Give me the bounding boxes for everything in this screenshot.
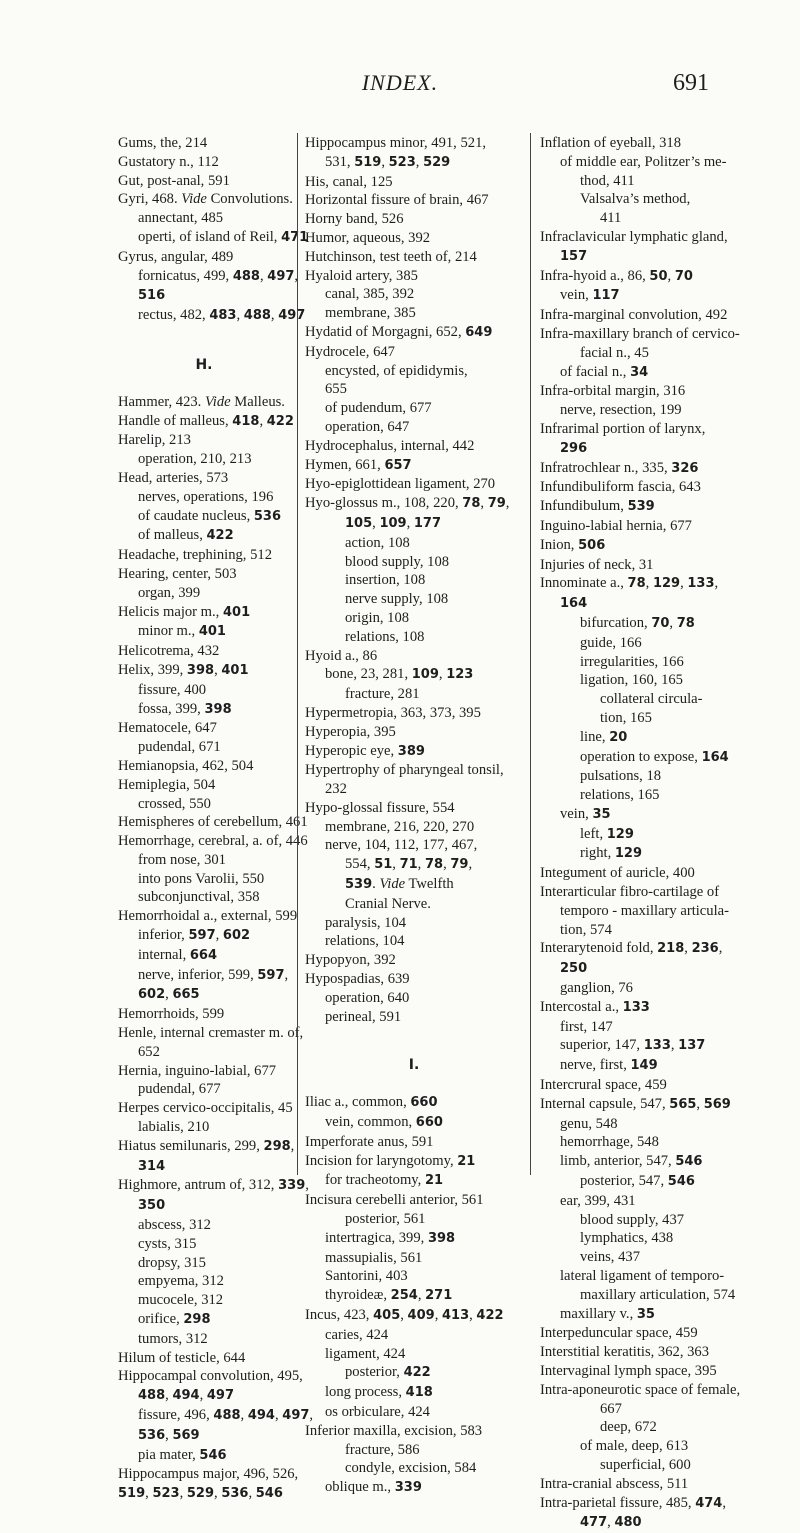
index-entry: Hematocele, 647 <box>118 720 217 737</box>
index-subentry: blood supply, 437 <box>580 1211 685 1228</box>
index-subentry: pudendal, 671 <box>138 739 221 756</box>
index-entry: Gums, the, 214 <box>118 135 208 151</box>
index-subentry: annectant, 485 <box>138 210 224 227</box>
index-subentry: thyroideæ, 254, 271 <box>325 1287 453 1304</box>
index-entry: 519, 523, 529, 536, 546 <box>118 1485 283 1502</box>
index-subentry: relations, 108 <box>345 628 425 645</box>
index-subentry: subconjunctival, 358 <box>138 889 260 906</box>
index-subentry: of pudendum, 677 <box>325 400 432 417</box>
index-entry: Imperforate anus, 591 <box>305 1133 434 1150</box>
index-entry: Hydrocele, 647 <box>305 343 395 360</box>
index-entry: Hutchinson, test teeth of, 214 <box>305 248 477 265</box>
index-subentry: paralysis, 104 <box>325 914 407 931</box>
index-subentry: ear, 399, 431 <box>560 1192 636 1209</box>
index-subentry: pudendal, 677 <box>138 1081 221 1098</box>
index-entry: Inion, 506 <box>540 536 606 553</box>
index-entry: Hemispheres of cerebellum, 461 <box>118 814 308 831</box>
index-entry: Intercrural space, 459 <box>540 1077 667 1094</box>
index-entry: Infundibulum, 539 <box>540 498 655 515</box>
index-entry: Hiatus semilunaris, 299, 298, <box>118 1137 295 1154</box>
index-subentry: fissure, 496, 488, 494, 497, <box>138 1407 314 1423</box>
index-subentry: operation, 210, 213 <box>138 451 252 468</box>
index-subentry: 105, 109, 177 <box>345 514 442 531</box>
index-subentry: collateral circula- <box>600 691 703 708</box>
index-entry: Inflation of eyeball, 318 <box>540 135 682 151</box>
index-subentry: maxillary articulation, 574 <box>580 1286 736 1303</box>
index-subentry: nerve, resection, 199 <box>560 402 682 419</box>
index-subentry: 539. Vide Twelfth <box>345 876 454 893</box>
index-subentry: ligament, 424 <box>325 1345 406 1362</box>
index-entry: Hyo-epiglottidean ligament, 270 <box>305 476 496 493</box>
section-letter-heading: I. <box>408 1057 420 1074</box>
index-subentry: operation to expose, 164 <box>580 748 729 765</box>
index-entry: Hemorrhage, cerebral, a. of, 446 <box>118 833 308 850</box>
index-subentry: superior, 147, 133, 137 <box>560 1037 706 1054</box>
index-subentry: oblique m., 339 <box>325 1479 422 1496</box>
index-subentry: 667 <box>600 1400 622 1417</box>
index-subentry: posterior, 561 <box>345 1211 426 1228</box>
index-entry: Highmore, antrum of, 312, 339, <box>118 1177 309 1194</box>
index-entry: Hypo-glossal fissure, 554 <box>305 799 455 816</box>
index-subentry: Cranial Nerve. <box>345 895 431 912</box>
index-subentry: orifice, 298 <box>138 1311 211 1328</box>
index-subentry: cysts, 315 <box>138 1235 197 1252</box>
index-subentry: inferior, 597, 602 <box>138 927 251 944</box>
index-subentry: fracture, 586 <box>345 1441 420 1458</box>
index-entry: Inguino-labial hernia, 677 <box>540 517 692 534</box>
index-subentry: 516 <box>138 288 166 304</box>
index-subentry: limb, anterior, 547, 546 <box>560 1153 703 1170</box>
index-entry: Hyperopic eye, 389 <box>305 742 425 759</box>
index-entry: Intra-cranial abscess, 511 <box>540 1475 689 1492</box>
index-subentry: action, 108 <box>345 534 410 551</box>
index-subentry: of malleus, 422 <box>138 527 234 544</box>
index-subentry: genu, 548 <box>560 1115 618 1132</box>
index-subentry: relations, 104 <box>325 933 405 950</box>
index-subentry: veins, 437 <box>580 1249 640 1266</box>
index-subentry: nerve, inferior, 599, 597, <box>138 966 289 983</box>
index-entry: Interarytenoid fold, 218, 236, <box>540 940 723 957</box>
index-subentry: 250 <box>560 961 588 977</box>
index-entry: Infratrochlear n., 335, 326 <box>540 459 699 476</box>
index-entry: Hydrocephalus, internal, 442 <box>305 437 475 454</box>
index-entry: Hypopyon, 392 <box>305 952 396 969</box>
page-number: 691 <box>673 70 709 96</box>
index-subentry: tion, 574 <box>560 921 612 938</box>
column-divider <box>297 133 298 1175</box>
index-subentry: of male, deep, 613 <box>580 1438 689 1455</box>
index-subentry: os orbiculare, 424 <box>325 1404 430 1420</box>
index-entry: Incisura cerebelli anterior, 561 <box>305 1192 484 1209</box>
index-entry: Horny band, 526 <box>305 211 404 228</box>
index-subentry: tion, 165 <box>600 709 652 726</box>
index-entry: Hyaloid artery, 385 <box>305 267 418 284</box>
index-subentry: operti, of island of Reil, 471 <box>138 228 309 245</box>
index-subentry: internal, 664 <box>138 946 218 963</box>
index-subentry: 655 <box>325 381 347 398</box>
index-entry: Hippocampus major, 496, 526, <box>118 1466 299 1483</box>
index-subentry: fracture, 281 <box>345 686 420 703</box>
index-subentry: 296 <box>560 440 588 456</box>
index-subentry: posterior, 422 <box>345 1364 431 1381</box>
index-entry: Hernia, inguino-labial, 677 <box>118 1062 277 1079</box>
index-entry: Humor, aqueous, 392 <box>305 229 431 246</box>
index-subentry: 602, 665 <box>138 986 200 1003</box>
index-entry: Gustatory n., 112 <box>118 153 219 170</box>
index-subentry: 232 <box>325 781 347 798</box>
running-title: INDEX. <box>361 70 439 95</box>
index-subentry: from nose, 301 <box>138 851 226 868</box>
index-subentry: of middle ear, Politzer’s me- <box>560 153 727 170</box>
index-subentry: pia mater, 546 <box>138 1446 227 1463</box>
index-entry: Interpeduncular space, 459 <box>540 1325 698 1342</box>
index-subentry: vein, 35 <box>560 805 611 822</box>
index-subentry: ganglion, 76 <box>560 980 633 997</box>
index-subentry: guide, 166 <box>580 634 642 651</box>
index-entry: Hippocampus minor, 491, 521, <box>305 135 487 151</box>
index-entry: His, canal, 125 <box>305 173 393 190</box>
index-subentry: dropsy, 315 <box>138 1254 206 1271</box>
index-subentry: minor m., 401 <box>138 623 226 640</box>
index-entry: Infrarimal portion of larynx, <box>540 420 706 437</box>
index-entry: Intervaginal lymph space, 395 <box>540 1363 717 1379</box>
index-subentry: into pons Varolii, 550 <box>138 870 265 887</box>
index-entry: Infundibuliform fascia, 643 <box>540 479 701 496</box>
index-subentry: relations, 165 <box>580 787 660 804</box>
section-gap <box>305 1026 523 1040</box>
index-subentry: fissure, 400 <box>138 681 207 698</box>
index-entry: Hyoid a., 86 <box>305 647 378 664</box>
index-subentry: posterior, 547, 546 <box>580 1173 695 1190</box>
index-subentry: pulsations, 18 <box>580 768 662 785</box>
index-entry: Hammer, 423. Vide Malleus. <box>118 393 285 410</box>
index-subentry: 157 <box>560 248 588 264</box>
index-subentry: blood supply, 108 <box>345 553 450 570</box>
index-entry: Hemorrhoids, 599 <box>118 1006 225 1023</box>
index-column-2 <box>305 134 523 1498</box>
index-entry: Infra-maxillary branch of cervico- <box>540 325 740 342</box>
index-subentry: bone, 23, 281, 109, 123 <box>325 666 474 683</box>
page-header <box>0 70 800 120</box>
index-subentry: massupialis, 561 <box>325 1249 423 1266</box>
index-subentry: membrane, 216, 220, 270 <box>325 818 475 835</box>
index-entry: Gyrus, angular, 489 <box>118 248 234 265</box>
index-entry: Hydatid of Morgagni, 652, 649 <box>305 323 493 340</box>
index-entry: Incus, 423, 405, 409, 413, 422 <box>305 1307 504 1324</box>
index-subentry: 411 <box>600 210 622 227</box>
index-entry: Helix, 399, 398, 401 <box>118 661 249 678</box>
index-entry: Interarticular fibro-cartilage of <box>540 884 720 901</box>
index-subentry: 164 <box>560 596 588 612</box>
index-entry: Hemianopsia, 462, 504 <box>118 757 254 774</box>
index-subentry: fossa, 399, 398 <box>138 700 232 717</box>
index-entry: Gyri, 468. Vide Convolutions. <box>118 191 293 208</box>
index-entry: Harelip, 213 <box>118 432 191 449</box>
index-subentry: operation, 640 <box>325 989 410 1006</box>
index-entry: Intra-parietal fissure, 485, 474, <box>540 1494 726 1511</box>
index-subentry: mucocele, 312 <box>138 1292 224 1309</box>
index-subentry: 652 <box>138 1043 160 1060</box>
index-subentry: lymphatics, 438 <box>580 1230 674 1247</box>
index-entry: Henle, internal cremaster m. of, <box>118 1025 304 1042</box>
index-subentry: tumors, 312 <box>138 1330 208 1347</box>
index-subentry: maxillary v., 35 <box>560 1305 655 1322</box>
index-entry: Gut, post-anal, 591 <box>118 172 230 189</box>
index-entry: Hypermetropia, 363, 373, 395 <box>305 704 481 721</box>
index-entry: Hyo-glossus m., 108, 220, 78, 79, <box>305 495 510 512</box>
index-entry: Interstitial keratitis, 362, 363 <box>540 1344 710 1361</box>
index-subentry: Valsalva’s method, <box>580 191 691 208</box>
index-subentry: canal, 385, 392 <box>325 286 415 303</box>
index-entry: Herpes cervico-occipitalis, 45 <box>118 1100 293 1117</box>
index-subentry: nerves, operations, 196 <box>138 488 274 505</box>
index-subentry: rectus, 482, 483, 488, 497 <box>138 307 306 324</box>
index-subentry: organ, 399 <box>138 584 201 601</box>
index-subentry: nerve, 104, 112, 177, 467, <box>325 837 478 854</box>
index-subentry: 314 <box>138 1158 166 1174</box>
index-subentry: 488, 494, 497 <box>138 1387 235 1404</box>
index-subentry: hemorrhage, 548 <box>560 1134 659 1151</box>
index-subentry: facial n., 45 <box>580 344 649 361</box>
index-entry: Intra-aponeurotic space of female, <box>540 1381 741 1398</box>
index-subentry: 477, 480 <box>580 1514 642 1531</box>
index-subentry: operation, 647 <box>325 418 410 435</box>
index-subentry: lateral ligament of temporo- <box>560 1268 725 1285</box>
index-subentry: perineal, 591 <box>325 1008 402 1025</box>
index-entry: Hyperopia, 395 <box>305 723 396 740</box>
index-subentry: 531, 519, 523, 529 <box>325 153 451 170</box>
index-entry: Hearing, center, 503 <box>118 565 237 582</box>
index-subentry: of facial n., 34 <box>560 363 649 380</box>
index-entry: Infra-orbital margin, 316 <box>540 383 686 400</box>
index-subentry: vein, 117 <box>560 287 620 304</box>
index-subentry: intertragica, 399, 398 <box>325 1229 456 1246</box>
index-subentry: abscess, 312 <box>138 1217 211 1234</box>
index-subentry: labialis, 210 <box>138 1119 210 1136</box>
index-subentry: of caudate nucleus, 536 <box>138 507 282 524</box>
index-entry: Hilum of testicle, 644 <box>118 1349 246 1366</box>
index-subentry: long process, 418 <box>325 1384 433 1401</box>
index-entry: Internal capsule, 547, 565, 569 <box>540 1095 731 1112</box>
index-subentry: origin, 108 <box>345 609 410 626</box>
index-entry: Head, arteries, 573 <box>118 469 229 486</box>
index-subentry: membrane, 385 <box>325 305 416 322</box>
index-entry: Injuries of neck, 31 <box>540 556 654 573</box>
index-subentry: nerve supply, 108 <box>345 591 449 608</box>
index-entry: Hemiplegia, 504 <box>118 776 216 793</box>
index-subentry: bifurcation, 70, 78 <box>580 614 695 631</box>
index-entry: Inferior maxilla, excision, 583 <box>305 1422 483 1439</box>
index-subentry: caries, 424 <box>325 1326 389 1343</box>
index-subentry: superficial, 600 <box>600 1456 691 1473</box>
index-subentry: 554, 51, 71, 78, 79, <box>345 856 473 873</box>
index-subentry: empyema, 312 <box>138 1273 224 1290</box>
index-entry: Hypertrophy of pharyngeal tonsil, <box>305 762 504 779</box>
index-entry: Infra-marginal convolution, 492 <box>540 307 728 324</box>
index-subentry: deep, 672 <box>600 1419 657 1436</box>
index-entry: Infraclavicular lymphatic gland, <box>540 228 728 245</box>
index-subentry: Santorini, 403 <box>325 1268 408 1285</box>
index-subentry: 536, 569 <box>138 1426 200 1443</box>
index-entry: Hymen, 661, 657 <box>305 456 412 473</box>
index-subentry: first, 147 <box>560 1018 613 1035</box>
index-entry: Intercostal a., 133 <box>540 998 650 1015</box>
index-subentry: temporo - maxillary articula- <box>560 902 729 919</box>
index-entry: Helicis major m., 401 <box>118 603 251 620</box>
index-subentry: insertion, 108 <box>345 572 426 589</box>
index-column-3 <box>540 134 741 1533</box>
index-subentry: left, 129 <box>580 825 634 842</box>
index-entry: Hippocampal convolution, 495, <box>118 1368 303 1385</box>
index-subentry: irregularities, 166 <box>580 653 684 670</box>
index-subentry: line, 20 <box>580 728 628 745</box>
index-entry: Helicotrema, 432 <box>118 643 220 660</box>
column-divider <box>530 133 531 1175</box>
index-subentry: 350 <box>138 1198 166 1214</box>
index-subentry: crossed, 550 <box>138 795 211 812</box>
index-subentry: condyle, excision, 584 <box>345 1460 477 1477</box>
index-entry: Headache, trephining, 512 <box>118 547 272 564</box>
index-entry: Horizontal fissure of brain, 467 <box>305 192 489 209</box>
index-subentry: thod, 411 <box>580 172 635 189</box>
index-entry: Integument of auricle, 400 <box>540 865 695 882</box>
index-entry: Hemorrhoidal a., external, 599 <box>118 908 298 925</box>
index-subentry: for tracheotomy, 21 <box>325 1172 444 1189</box>
index-entry: Incision for laryngotomy, 21 <box>305 1152 476 1169</box>
index-subentry: right, 129 <box>580 845 643 862</box>
index-entry: Innominate a., 78, 129, 133, <box>540 575 719 592</box>
index-subentry: fornicatus, 499, 488, 497, <box>138 267 299 284</box>
index-entry: Hypospadias, 639 <box>305 971 410 988</box>
index-subentry: vein, common, 660 <box>325 1114 443 1131</box>
index-entry: Handle of malleus, 418, 422 <box>118 412 294 429</box>
index-entry: Iliac a., common, 660 <box>305 1094 438 1111</box>
index-subentry: encysted, of epididymis, <box>325 362 468 379</box>
index-subentry: ligation, 160, 165 <box>580 672 683 689</box>
index-subentry: nerve, first, 149 <box>560 1057 658 1074</box>
section-letter-heading: H. <box>195 356 213 373</box>
index-entry: Infra-hyoid a., 86, 50, 70 <box>540 267 693 284</box>
section-gap <box>118 326 290 340</box>
index-column-1 <box>118 134 314 1504</box>
